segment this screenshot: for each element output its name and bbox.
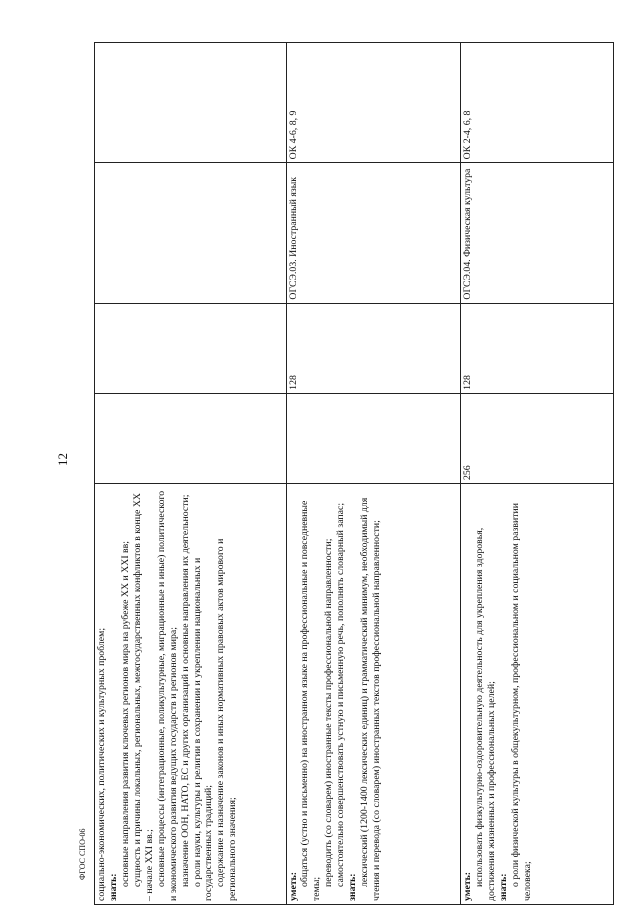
page-number: 12 bbox=[55, 453, 70, 466]
content-line: социально-экономических, политических и культурных проблем; bbox=[96, 627, 107, 901]
table-body bbox=[95, 43, 614, 905]
rotated-page-region bbox=[94, 0, 614, 905]
content-cell bbox=[95, 484, 287, 905]
max-hours-cell: 256 bbox=[460, 393, 613, 483]
table-row bbox=[460, 43, 613, 905]
competence-cell bbox=[95, 43, 287, 163]
content-line: сущность и причины локальных, региональных, межгосударственных конфликтов в конце XX – начале XXI вв.; bbox=[131, 493, 155, 901]
content-cell bbox=[286, 484, 460, 905]
competence-cell: ОК 2-4, 6, 8 bbox=[460, 43, 613, 163]
min-hours-cell: 128 bbox=[460, 303, 613, 393]
max-hours-cell bbox=[95, 393, 287, 483]
section-heading: уметь: bbox=[287, 871, 299, 901]
max-hours-cell bbox=[286, 393, 460, 483]
discipline-cell bbox=[95, 163, 287, 303]
discipline-cell: ОГСЭ.03. Иностранный язык bbox=[286, 163, 460, 303]
content-line: содержание и назначение законов и иных нормативных правовых актов мирового и регионального значения; bbox=[215, 538, 239, 901]
rotated-table-container bbox=[94, 0, 614, 905]
section-heading: знать: bbox=[497, 873, 509, 901]
min-hours-cell: 128 bbox=[286, 303, 460, 393]
content-line: о роли физической культуры в общекультурном, профессиональном и социальном развитии человека; bbox=[509, 502, 533, 901]
competence-cell: ОК 4-6, 8, 9 bbox=[286, 43, 460, 163]
content-line: использовать физкультурно-оздоровительную деятельность для укрепления здоровья, достижения жизненных и профессиональных целей; bbox=[473, 527, 497, 901]
section-heading: знать: bbox=[107, 873, 119, 901]
content-line: переводить (со словарем) иностранные тексты профессиональной направленности; bbox=[323, 538, 335, 887]
content-line: самостоятельно совершенствовать устную и письменную речь, пополнять словарный запас; bbox=[335, 502, 347, 887]
content-line: назначение ООН, НАТО, ЕС и других организаций и основные направления их деятельности; bbox=[179, 494, 191, 887]
table-row bbox=[286, 43, 460, 905]
content-line: основные процессы (интеграционные, поликультурные, миграционные и иные) политического и экономического развития ведущих государств и регионов мира; bbox=[155, 490, 179, 901]
content-line: общаться (устно и письменно) на иностранном языке на профессиональные и повседневные темы; bbox=[299, 500, 323, 901]
content-line: основные направления развития ключевых регионов мира на рубеже XX и XXI вв; bbox=[119, 540, 131, 887]
discipline-cell: ОГСЭ.04. Физическая культура bbox=[460, 163, 613, 303]
min-hours-cell bbox=[95, 303, 287, 393]
content-cell bbox=[460, 484, 613, 905]
standard-table bbox=[94, 42, 614, 905]
content-line: лексический (1200-1400 лексических единиц) и грамматический минимум, необходимый для чтения и перевода (со словарем) иностранных текстов профессиональной направленности; bbox=[359, 497, 383, 901]
content-line: о роли науки, культуры и религии в сохранении и укреплении национальных и государственных традиций; bbox=[191, 557, 215, 901]
table-row bbox=[95, 43, 287, 905]
section-heading: знать: bbox=[347, 873, 359, 901]
footer-code: ФГОС СПО-06 bbox=[78, 828, 87, 880]
section-heading: уметь: bbox=[461, 871, 473, 901]
